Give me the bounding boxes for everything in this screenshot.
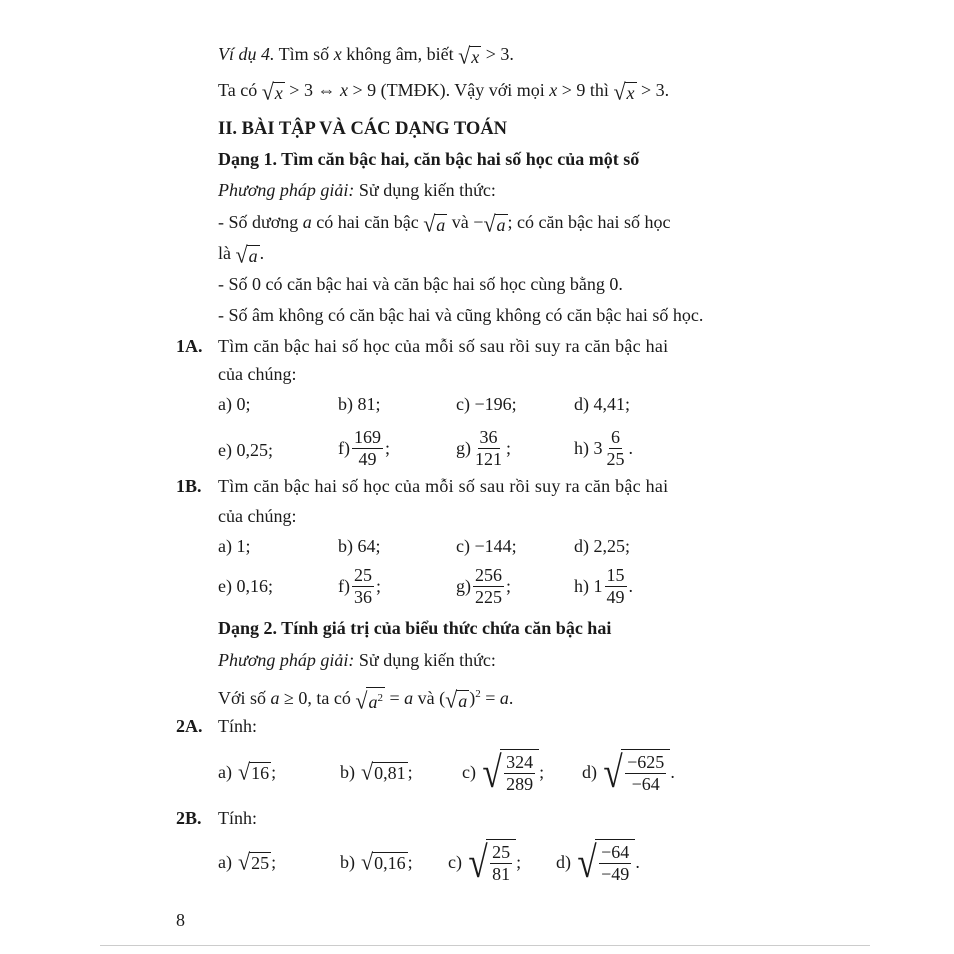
math-var: x	[339, 80, 348, 100]
numerator: 256	[475, 564, 502, 585]
fraction	[352, 427, 383, 470]
radicand: 25	[251, 853, 270, 873]
text: f)	[338, 575, 350, 596]
text: ;	[271, 851, 277, 872]
text: > 3.	[636, 80, 670, 100]
text: c)	[462, 761, 476, 782]
exercise-1a-item-h	[574, 424, 633, 472]
text: b)	[340, 851, 355, 872]
radicand: x	[274, 82, 283, 103]
text: .	[628, 575, 633, 596]
exercise-2b-item-d	[556, 836, 640, 888]
numerator: 6	[611, 426, 620, 447]
radicand: 16	[251, 763, 270, 783]
radicand	[486, 839, 516, 885]
exercise-2a-text: Tính:	[218, 716, 257, 736]
text: e) 0,16;	[218, 575, 273, 596]
exercise-2b-item-a	[218, 840, 276, 884]
sqrt-expression: √ $\frac{324}{289}$	[480, 749, 539, 795]
numerator: 36	[479, 426, 498, 447]
sqrt-expression: √ a	[235, 241, 258, 268]
sqrt-expression: √ $\frac{-625}{-64}$	[601, 749, 670, 795]
text: c)	[448, 851, 462, 872]
text: ;	[376, 575, 382, 596]
exercise-1b-item-c: c) −144;	[456, 536, 517, 556]
page-number: 8	[176, 910, 185, 930]
numerator: 324	[506, 752, 534, 772]
math-var: a	[270, 688, 280, 708]
sqrt-expression: √ x	[458, 42, 480, 69]
radicand: x	[471, 46, 480, 67]
dang-1-title: Dạng 1. Tìm căn bậc hai, căn bậc hai số học của một số	[218, 149, 640, 169]
sqrt-expression: √ x	[261, 78, 283, 105]
sqrt-expression: √ x	[613, 78, 635, 105]
denominator: −64	[631, 774, 660, 794]
denominator: 121	[475, 448, 502, 469]
text: .	[628, 437, 633, 458]
denominator: 81	[492, 864, 511, 884]
numerator: 25	[354, 564, 372, 585]
text: =	[480, 688, 500, 708]
sqrt-expression: √ a	[445, 686, 468, 713]
numerator: 15	[606, 564, 625, 585]
fraction	[473, 427, 504, 470]
denominator: 36	[354, 586, 372, 607]
radicand	[500, 749, 539, 795]
exercise-1b-text-cont: của chúng:	[218, 506, 297, 526]
denominator: 225	[475, 586, 502, 607]
exercise-1a-item-c: c) −196;	[456, 394, 517, 414]
text: có hai căn bậc	[311, 212, 424, 232]
radicand: a	[458, 690, 468, 711]
numerator: −64	[601, 842, 630, 862]
exercise-1b-item-h	[574, 562, 633, 610]
exercise-1a-item-b: b) 81;	[338, 394, 381, 414]
text: ;	[407, 761, 413, 782]
text: không âm, biết	[341, 44, 459, 64]
exercise-1a-item-d: d) 4,41;	[574, 394, 630, 414]
method-label: Phương pháp giải:	[218, 650, 355, 670]
exercise-1a-text: Tìm căn bậc hai số học của mỗi số sau rồi suy ra căn bậc hai	[218, 336, 669, 356]
text: Với số	[218, 688, 271, 708]
text: .	[259, 243, 265, 263]
radicand: a	[496, 214, 506, 235]
exercise-2a-item-d	[582, 746, 675, 798]
exponent: 2	[475, 688, 481, 700]
text: ; có căn bậc hai số học	[507, 212, 671, 232]
numerator: 169	[354, 426, 381, 447]
denominator: 49	[358, 448, 377, 469]
text: .	[635, 851, 640, 872]
dang-1-bullet-1-cont	[218, 241, 264, 266]
method-label: Phương pháp giải:	[218, 180, 355, 200]
fraction	[625, 752, 666, 795]
exercise-1b-item-f	[338, 562, 381, 610]
text: - Số dương	[218, 212, 303, 232]
example-4-statement	[218, 42, 514, 67]
denominator: 49	[606, 586, 625, 607]
sqrt-expression: √ 0,81	[361, 758, 406, 785]
exponent: 2	[377, 692, 383, 705]
exercise-1a-item-e	[218, 428, 273, 472]
text: > 9 (TMĐK). Vậy với mọi	[347, 80, 550, 100]
text: > 9 thì	[557, 80, 614, 100]
exercise-2b-item-c	[448, 836, 521, 888]
text: ;	[271, 761, 277, 782]
text: ;	[516, 851, 522, 872]
text: ;	[506, 437, 512, 458]
exercise-1b-item-b: b) 64;	[338, 536, 381, 556]
exercise-2a-number: 2A.	[176, 716, 203, 736]
dang-2-title: Dạng 2. Tính giá trị của biểu thức chứa căn bậc hai	[218, 618, 612, 638]
text: b)	[340, 761, 355, 782]
exercise-1b-text: Tìm căn bậc hai số học của mỗi số sau rồi suy ra căn bậc hai	[218, 476, 669, 496]
text: và −	[447, 212, 484, 232]
exercise-1a-number: 1A.	[176, 336, 203, 356]
text: Ta có	[218, 80, 262, 100]
text: f)	[338, 437, 350, 458]
exercise-1b-number: 1B.	[176, 476, 202, 496]
fraction	[599, 842, 631, 885]
dang-2-formula	[218, 682, 513, 712]
radicand: x	[626, 82, 635, 103]
fraction	[605, 565, 627, 608]
numerator: 25	[492, 842, 511, 862]
dang-2-method	[218, 648, 496, 672]
text: g)	[456, 437, 471, 458]
text: h) 1	[574, 575, 603, 596]
exercise-2a-item-b	[340, 750, 413, 794]
fraction	[490, 842, 512, 885]
numerator: −625	[627, 752, 665, 772]
example-label: Ví dụ 4.	[218, 44, 275, 64]
exercise-1b-item-g	[456, 562, 511, 610]
sqrt-expression: √ 0,16	[361, 848, 406, 875]
dang-1-bullet-2: - Số 0 có căn bậc hai và căn bậc hai số học cùng bằng 0.	[218, 274, 623, 294]
dang-1-method	[218, 178, 496, 202]
text: Tìm số	[274, 44, 334, 64]
text: a)	[218, 851, 232, 872]
math-var: a	[368, 692, 378, 713]
text: > 3.	[481, 44, 514, 64]
radicand	[595, 839, 635, 885]
radicand	[621, 749, 670, 795]
denominator: 289	[506, 774, 534, 794]
text: g)	[456, 575, 471, 596]
dang-1-bullet-1	[218, 210, 670, 235]
sqrt-expression: √ $\frac{25}{81}$	[466, 839, 516, 885]
exercise-1b-item-e	[218, 564, 273, 608]
fraction	[504, 752, 535, 795]
radicand	[366, 687, 385, 712]
radicand: a	[436, 214, 446, 235]
text: )	[469, 688, 476, 708]
sqrt-expression: √ a	[483, 210, 506, 237]
radicand: 0,16	[374, 853, 406, 873]
example-4-solution	[218, 78, 669, 103]
sqrt-expression: √ a	[423, 210, 446, 237]
radicand: 0,81	[374, 763, 406, 783]
bottom-rule	[100, 945, 870, 946]
denominator: −49	[601, 864, 630, 884]
text: h) 3	[574, 437, 603, 458]
text: Sử dụng kiến thức:	[354, 650, 496, 670]
text: =	[384, 688, 405, 708]
text: ≥ 0, ta có	[279, 688, 356, 708]
text: ;	[385, 437, 391, 458]
exercise-1a-item-g	[456, 424, 511, 472]
exercise-2b-text: Tính:	[218, 808, 257, 828]
exercise-2b-number: 2B.	[176, 808, 202, 828]
text: > 3 ⇔	[284, 80, 340, 100]
text: e) 0,25;	[218, 439, 273, 460]
exercise-1a-item-a: a) 0;	[218, 394, 251, 414]
radicand: a	[248, 245, 258, 266]
text: ;	[407, 851, 413, 872]
exercise-1a-text-cont: của chúng:	[218, 364, 297, 384]
text: .	[508, 688, 514, 708]
sqrt-expression: √ 25	[237, 848, 270, 875]
text: d)	[556, 851, 571, 872]
text: ;	[539, 761, 545, 782]
sqrt-expression: √ 16	[237, 758, 270, 785]
denominator: 25	[606, 448, 625, 469]
exercise-2a-item-c	[462, 746, 544, 798]
math-var: a	[302, 212, 312, 232]
math-var: a	[404, 688, 414, 708]
exercise-1b-item-d: d) 2,25;	[574, 536, 630, 556]
exercise-2a-item-a	[218, 750, 276, 794]
sqrt-expression: √ $\frac{-64}{-49}$	[575, 839, 635, 885]
fraction	[605, 427, 627, 470]
math-var: a	[499, 688, 509, 708]
text: và (	[413, 688, 446, 708]
text: ;	[506, 575, 512, 596]
text: d)	[582, 761, 597, 782]
fraction	[473, 565, 504, 608]
text: a)	[218, 761, 232, 782]
text: Sử dụng kiến thức:	[354, 180, 496, 200]
dang-1-bullet-3: - Số âm không có căn bậc hai và cũng không có căn bậc hai số học.	[218, 305, 704, 325]
text: .	[670, 761, 675, 782]
text: là	[218, 243, 236, 263]
section-title: II. BÀI TẬP VÀ CÁC DẠNG TOÁN	[218, 119, 508, 139]
exercise-2b-item-b	[340, 840, 413, 884]
sqrt-expression: √ $a^2$	[355, 687, 383, 714]
exercise-1b-item-a: a) 1;	[218, 536, 251, 556]
math-var: x	[549, 80, 558, 100]
math-var: x	[333, 44, 342, 64]
fraction	[352, 565, 374, 608]
exercise-1a-item-f	[338, 424, 390, 472]
